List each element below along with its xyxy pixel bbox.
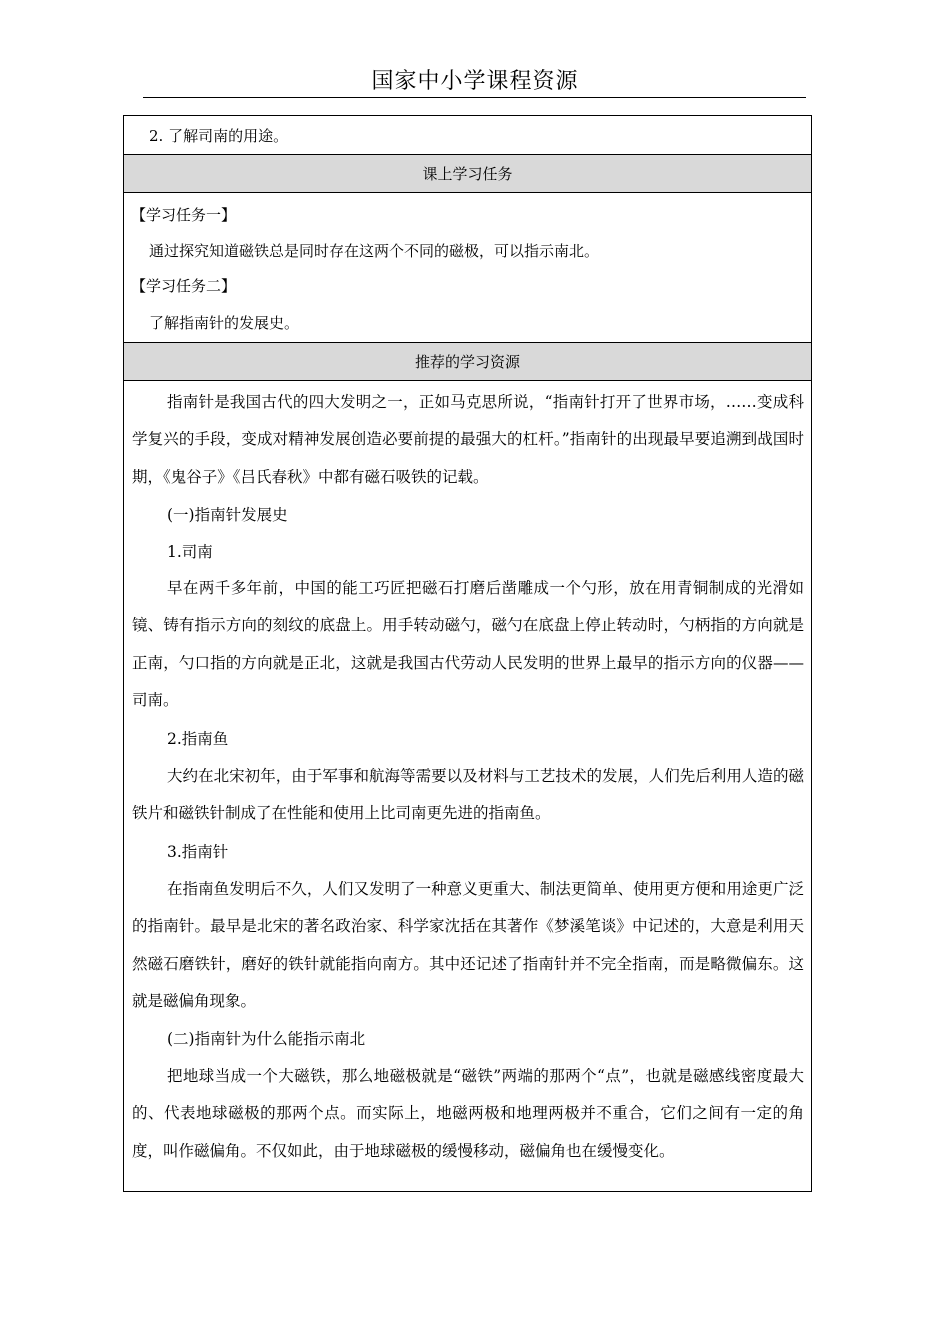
resource-subheading-fish: 2.指南鱼 — [167, 730, 229, 748]
page-header-title: 国家中小学课程资源 — [371, 69, 579, 94]
resource-heading-history: (一)指南针发展史 — [167, 506, 288, 524]
lesson-table — [123, 115, 812, 1192]
resource-subheading-compass: 3.指南针 — [167, 843, 229, 861]
resources-section-heading: 推荐的学习资源 — [124, 343, 811, 381]
resource-paragraph-fish: 大约在北宋初年，由于军事和航海等需要以及材料与工艺技术的发展，人们先后利用人造的磁铁片和磁铁针制成了在性能和使用上比司南更先进的指南鱼。 — [132, 767, 804, 823]
task-1-title: 【学习任务一】 — [131, 206, 237, 224]
resources-section — [124, 381, 811, 1191]
task-1-text: 通过探究知道磁铁总是同时存在这两个不同的磁极，可以指示南北。 — [149, 242, 600, 260]
resource-heading-why: (二)指南针为什么能指示南北 — [167, 1030, 366, 1048]
task-2-text: 了解指南针的发展史。 — [149, 314, 300, 332]
header-divider — [143, 97, 806, 98]
resource-intro-paragraph: 指南针是我国古代的四大发明之一，正如马克思所说，“指南针打开了世界市场，……变成科学复兴的手段，变成对精神发展创造必要前提的最强大的杠杆。”指南针的出现最早要追溯到战国时期，《鬼谷子》《吕氏春秋》中都有磁石吸铁的记载。 — [132, 393, 804, 486]
resource-paragraph-compass: 在指南鱼发明后不久，人们又发明了一种意义更重大、制法更简单、使用更方便和用途更广泛的指南针。最早是北宋的著名政治家、科学家沈括在其著作《梦溪笔谈》中记述的，大意是利用天然磁石磨铁针，磨好的铁针就能指向南方。其中还记述了指南针并不完全指南，而是略微偏东。这就是磁偏角现象。 — [132, 880, 804, 1010]
task-2-title: 【学习任务二】 — [131, 277, 237, 295]
goal-text: 2. 了解司南的用途。 — [149, 127, 289, 145]
resource-paragraph-why: 把地球当成一个大磁铁，那么地磁极就是“磁铁”两端的那两个“点”，也就是磁感线密度最大的、代表地球磁极的那两个点。而实际上，地磁两极和地理两极并不重合，它们之间有一定的角度，叫作磁偏角。不仅如此，由于地球磁极的缓慢移动，磁偏角也在缓慢变化。 — [132, 1067, 804, 1160]
tasks-section-heading: 课上学习任务 — [124, 155, 811, 193]
resource-subheading-sinan: 1.司南 — [167, 543, 213, 561]
resource-paragraph-sinan: 早在两千多年前，中国的能工巧匠把磁石打磨后凿雕成一个勺形，放在用青铜制成的光滑如镜、铸有指示方向的刻纹的底盘上。用手转动磁勺，磁勺在底盘上停止转动时，勺柄指的方向就是正南，勺口指的方向就是正北，这就是我国古代劳动人民发明的世界上最早的指示方向的仪器——司南。 — [132, 579, 804, 709]
tasks-section — [124, 193, 811, 343]
goal-row — [124, 116, 811, 155]
